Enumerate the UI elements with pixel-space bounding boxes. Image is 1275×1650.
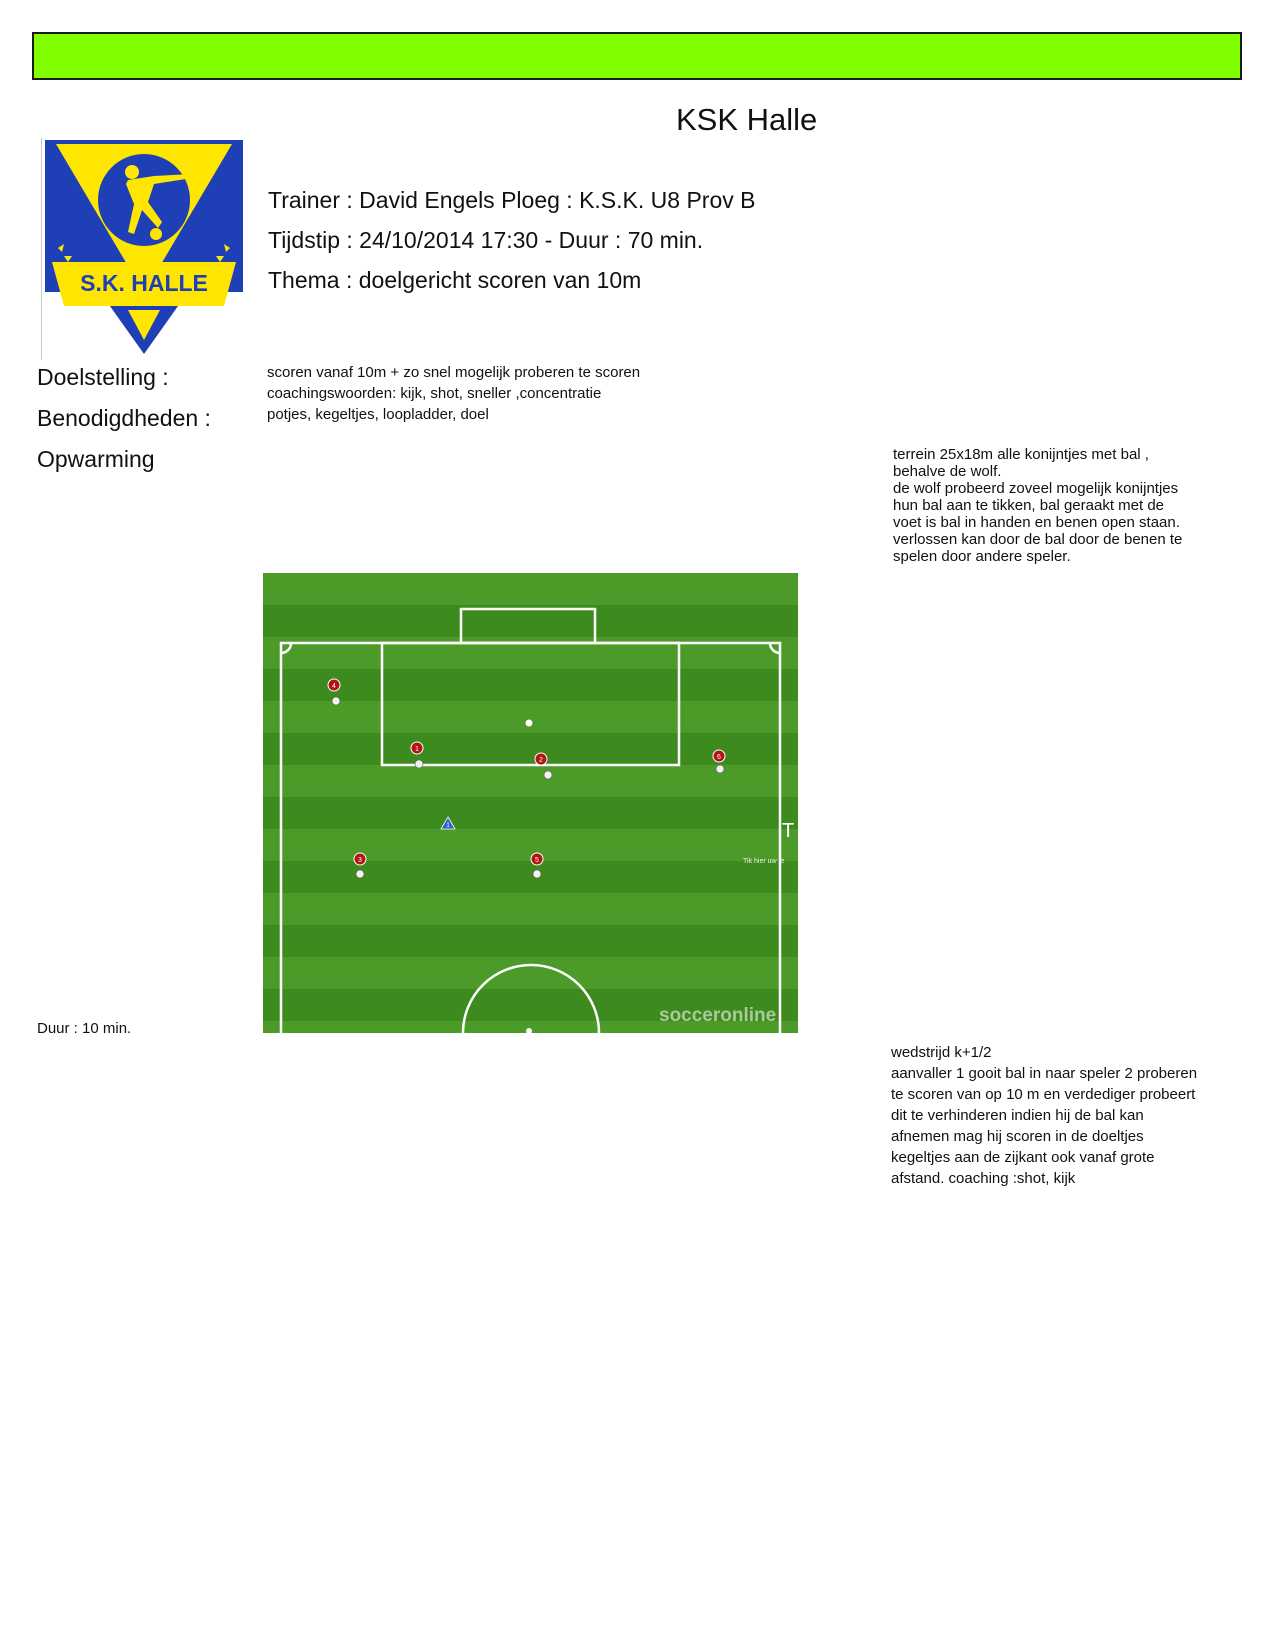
ball [356, 870, 364, 878]
player-6-label: 6 [717, 754, 721, 761]
watermark: socceronline [659, 1005, 777, 1026]
ball [415, 760, 423, 768]
benodigdheden-label: Benodigdheden : [37, 405, 211, 431]
side-letter: T [782, 820, 795, 842]
ball [716, 765, 724, 773]
penalty-spot [526, 720, 533, 727]
header-banner [32, 32, 1242, 80]
coachingswoorden-text: coachingswoorden: kijk, shot, sneller ,concentratie [267, 385, 602, 402]
opwarming-label: Opwarming [37, 446, 155, 472]
doelstelling-label: Doelstelling : [37, 364, 169, 390]
trainer-line: Trainer : David Engels Ploeg : K.S.K. U8 Prov B [268, 187, 756, 213]
tijdstip-line: Tijdstip : 24/10/2014 17:30 - Duur : 70 min. [268, 227, 704, 253]
ball [332, 697, 340, 705]
duur-text: Duur : 10 min. [37, 1020, 132, 1037]
player-4-label: 4 [332, 683, 336, 690]
ball [533, 870, 541, 878]
wedstrijd-notes: wedstrijd k+1/2 aanvaller 1 gooit bal in naar speler 2 proberen te scoren van op 10 m en verdediger probeert dit te verhinderen indien hij de bal kan afnemen mag hij scoren in de doeltjes kegeltjes aan de zijkant ook vanaf grote afstand. coaching :shot, kijk [891, 1044, 1198, 1187]
logo-text: S.K. HALLE [80, 270, 208, 296]
player-3-label: 3 [358, 857, 362, 864]
defender-1-label: 1 [446, 823, 450, 829]
player-1-label: 1 [415, 746, 419, 753]
doelstelling-text: scoren vanaf 10m + zo snel mogelijk proberen te scoren [267, 364, 641, 381]
club-logo [42, 138, 246, 356]
club-title: KSK Halle [676, 102, 818, 137]
side-hint: Tik hier uw te [743, 858, 785, 865]
benodigdheden-text: potjes, kegeltjes, loopladder, doel [267, 406, 489, 423]
opwarming-notes: terrein 25x18m alle konijntjes met bal , behalve de wolf. de wolf probeerd zoveel mogelijk konijntjes hun bal aan te tikken, bal geraakt met de voet is bal in handen en benen open staan. verlossen kan door de bal door de benen te spelen door andere speler. [893, 446, 1183, 565]
drill-diagram [263, 573, 798, 1033]
thema-line: Thema : doelgericht scoren van 10m [268, 267, 642, 293]
player-2-label: 2 [539, 757, 543, 764]
ball [544, 771, 552, 779]
player-5-label: 5 [535, 857, 539, 864]
